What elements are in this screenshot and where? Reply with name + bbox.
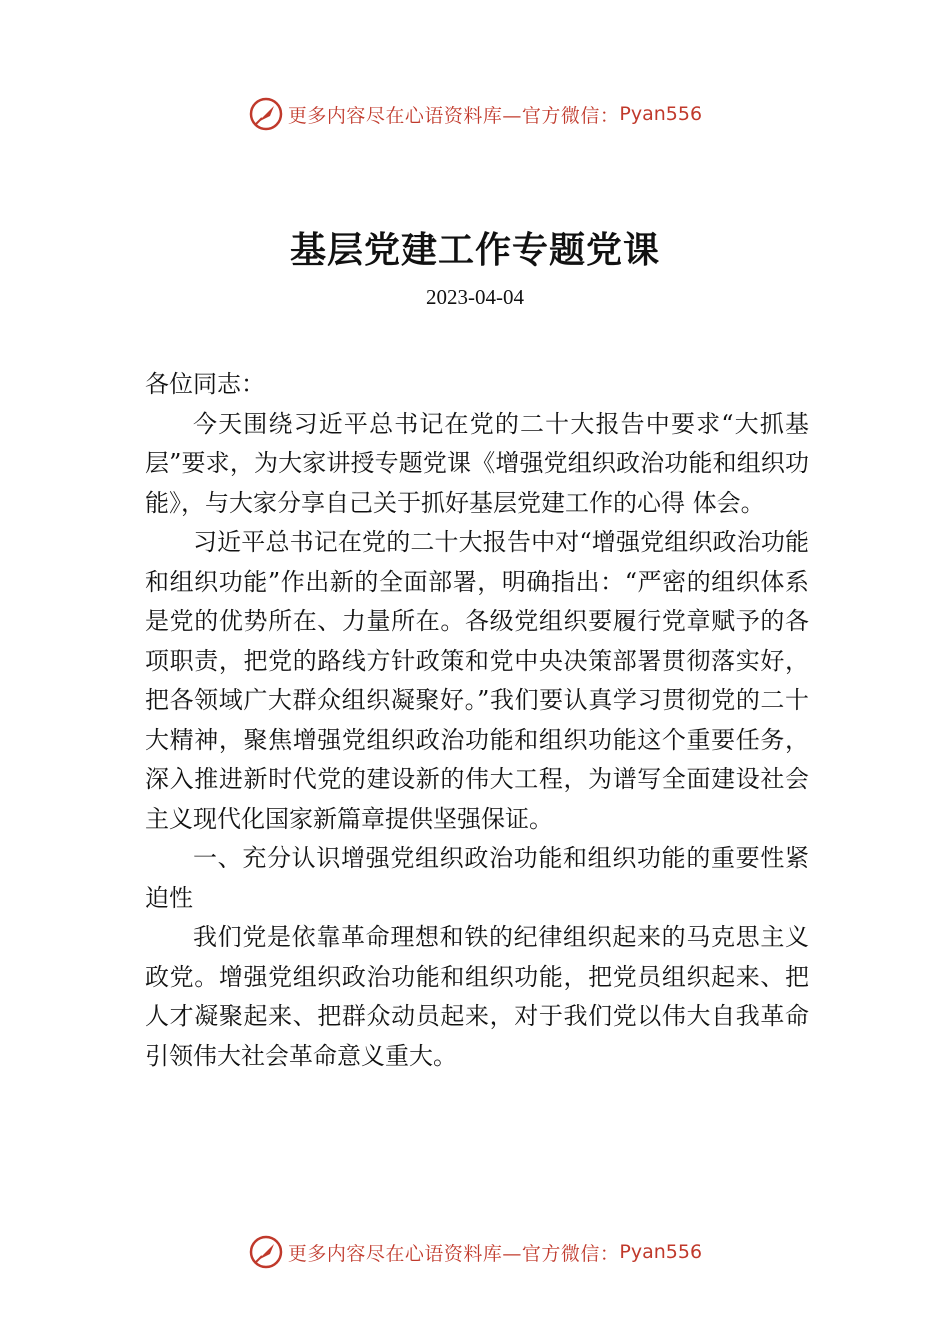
watermark-wechat-id: Pyan556 [619, 103, 703, 125]
document-title: 基层党建工作专题党课 [289, 229, 660, 271]
salutation: 各位同志： [145, 370, 265, 398]
quill-logo-icon [248, 96, 284, 132]
document-body [145, 365, 809, 1076]
watermark-text: 更多内容尽在心语资料库—官方微信： [287, 1242, 620, 1265]
watermark-text: 更多内容尽在心语资料库—官方微信： [287, 104, 620, 127]
header-watermark [0, 94, 950, 134]
watermark-wechat-id: Pyan556 [619, 1241, 703, 1263]
paragraph: 今天围绕习近平总书记在党的二十大报告中要求“大抓基层”要求，为大家讲授专题党课《增强党组织政治功能和组织功能》，与大家分享自己关于抓好基层党建工作的心得 体会。 [145, 409, 809, 517]
section-heading: 一、充分认识增强党组织政治功能和组织功能的重要性紧迫性 [145, 844, 809, 912]
footer-watermark [0, 1232, 950, 1272]
document-date: 2023-04-04 [426, 285, 524, 309]
paragraph: 我们党是依靠革命理想和铁的纪律组织起来的马克思主义政党。增强党组织政治功能和组织功能，把党员组织起来、把人才凝聚起来、把群众动员起来，对于我们党以伟大自我革命引领伟大社会革命意义重大。 [145, 923, 809, 1070]
quill-logo-icon [248, 1234, 284, 1270]
paragraph: 习近平总书记在党的二十大报告中对“增强党组织政治功能和组织功能”作出新的全面部署，明确指出：“严密的组织体系是党的优势所在、力量所在。各级党组织要履行党章赋予的各项职责，把党的路线方针政策和党中央决策部署贯彻落实好，把各领域广大群众组织凝聚好。”我们要认真学习贯彻党的二十大精神，聚焦增强党组织政治功能和组织功能这个重要任务，深入推进新时代党的建设新的伟大工程，为谱写全面建设社会主义现代化国家新篇章提供坚强保证。 [145, 528, 809, 833]
